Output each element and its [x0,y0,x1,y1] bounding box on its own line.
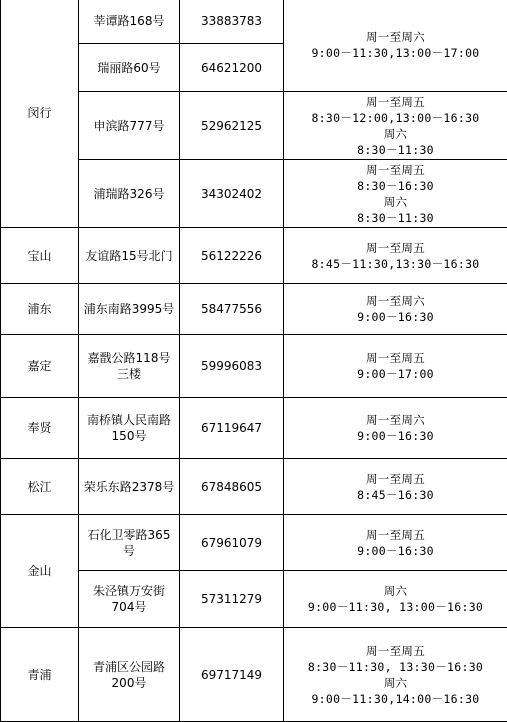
address-cell: 荣乐东路2378号 [79,459,180,515]
table-row [1,0,507,44]
district-cell: 金山 [1,515,79,628]
district-cell: 宝山 [1,228,79,284]
phone-cell: 64621200 [180,44,284,92]
address-cell: 朱泾镇万安街 704号 [79,571,180,628]
address-cell: 石化卫零路365 号 [79,515,180,571]
hours-cell: 周一至周六 9:00－16:30 [284,398,507,459]
district-cell: 奉贤 [1,398,79,459]
address-cell: 南桥镇人民南路 150号 [79,398,180,459]
district-cell: 嘉定 [1,335,79,398]
table-row [1,515,507,571]
phone-cell: 67961079 [180,515,284,571]
hours-cell: 周一至周五 8:30－16:30 周六 8:30－11:30 [284,160,507,228]
address-cell: 瑞丽路60号 [79,44,180,92]
address-cell: 青浦区公园路 200号 [79,628,180,722]
address-cell: 申滨路777号 [79,92,180,160]
phone-cell: 33883783 [180,0,284,44]
table-row [1,398,507,459]
phone-cell: 57311279 [180,571,284,628]
phone-cell: 52962125 [180,92,284,160]
hours-cell: 周一至周五 8:45－11:30,13:30－16:30 [284,228,507,284]
phone-cell: 56122226 [180,228,284,284]
address-cell: 莘谭路168号 [79,0,180,44]
table-row [1,628,507,722]
table-row [1,459,507,515]
table-row [1,284,507,335]
hours-cell: 周一至周五 8:30－11:30, 13:30－16:30 周六 9:00－11:30,14:00－16:30 [284,628,507,722]
hours-cell: 周一至周五 9:00－17:00 [284,335,507,398]
phone-cell: 67119647 [180,398,284,459]
phone-cell: 69717149 [180,628,284,722]
hours-cell: 周一至周六 9:00－16:30 [284,284,507,335]
district-cell: 浦东 [1,284,79,335]
address-cell: 浦东南路3995号 [79,284,180,335]
address-cell: 浦瑞路326号 [79,160,180,228]
hours-cell: 周一至周五 9:00－16:30 [284,515,507,571]
phone-cell: 58477556 [180,284,284,335]
phone-cell: 34302402 [180,160,284,228]
table-row [1,335,507,398]
table-row [1,228,507,284]
district-cell: 青浦 [1,628,79,722]
hours-cell: 周一至周六 9:00－11:30,13:00－17:00 [284,0,507,92]
hours-cell: 周六 9:00－11:30, 13:00－16:30 [284,571,507,628]
hours-cell: 周一至周五 8:45－16:30 [284,459,507,515]
phone-cell: 59996083 [180,335,284,398]
district-cell: 闵行 [1,0,79,228]
hours-cell: 周一至周五 8:30－12:00,13:00－16:30 周六 8:30－11:30 [284,92,507,160]
address-cell: 嘉戬公路118号 三楼 [79,335,180,398]
phone-cell: 67848605 [180,459,284,515]
district-cell: 松江 [1,459,79,515]
address-cell: 友谊路15号北门 [79,228,180,284]
